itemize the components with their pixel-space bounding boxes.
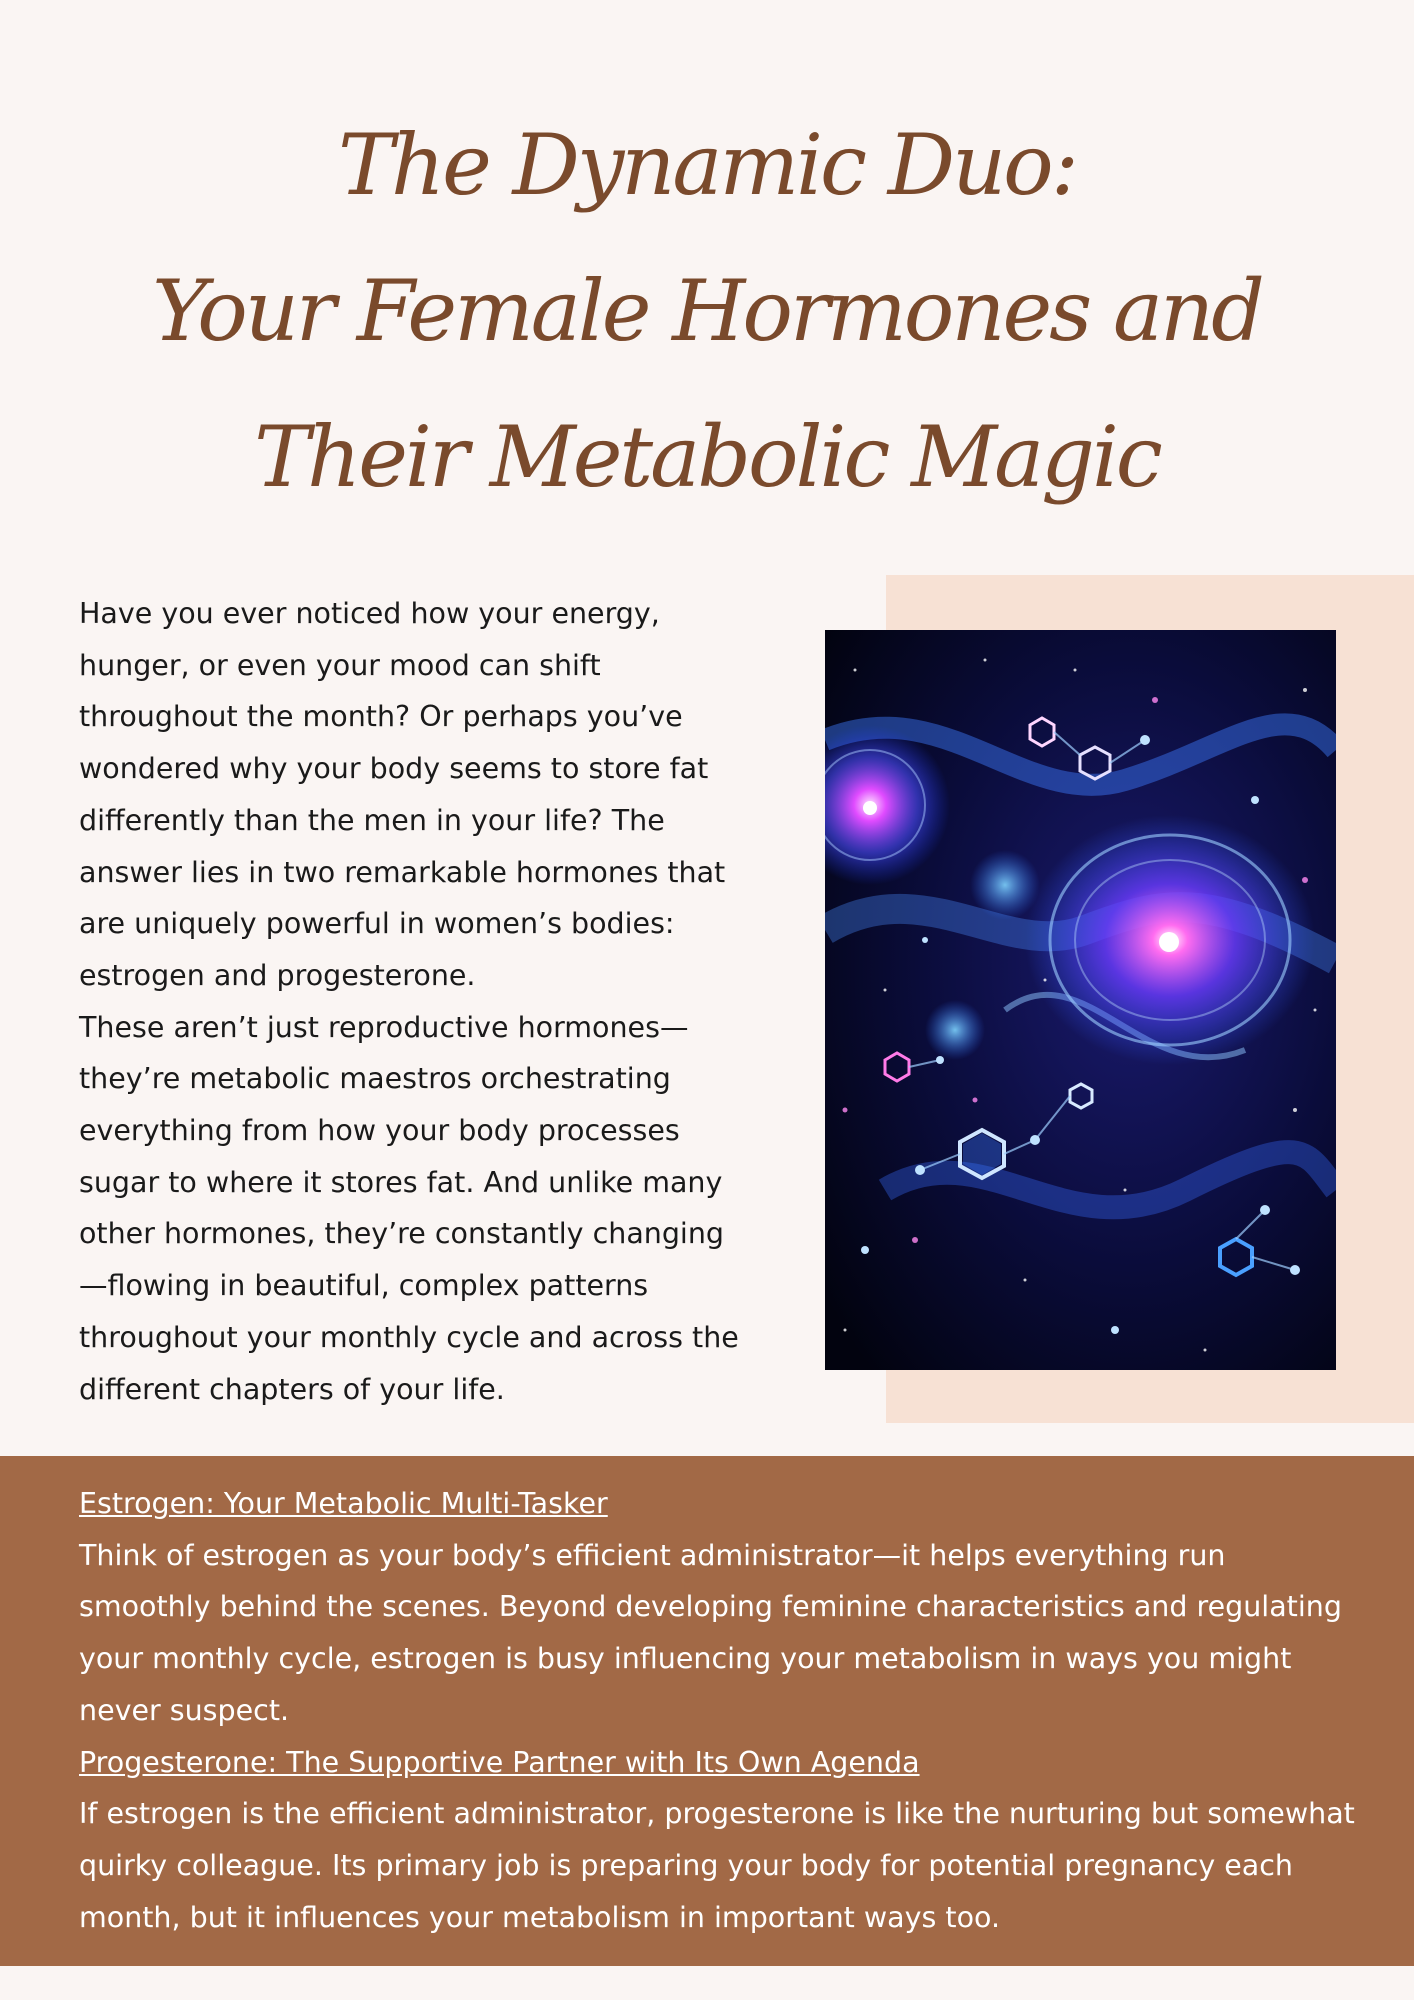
- title-line-1: The Dynamic Duo:: [337, 116, 1077, 214]
- page-title: [0, 92, 1414, 530]
- intro-text: [79, 588, 739, 1415]
- progesterone-body: If estrogen is the efficient administrator, progesterone is like the nurturing but somewhat quirky colleague. Its primary job is preparing your body for potential pregnancy each month, but it influences your metabolism in important ways too.: [79, 1797, 1355, 1934]
- estrogen-heading: Estrogen: Your Metabolic Multi-Tasker: [79, 1487, 608, 1520]
- hormone-illustration: [825, 630, 1336, 1370]
- intro-paragraph-1: Have you ever noticed how your energy, hunger, or even your mood can shift throughout the month? Or perhaps you’ve wondered why your body seems to store fat differently than the men in your life? The answer lies in two remarkable hormones that are uniquely powerful in women’s bodies: estrogen and progesterone.: [79, 597, 726, 992]
- hormone-sections: [79, 1478, 1359, 1943]
- progesterone-heading: Progesterone: The Supportive Partner with Its Own Agenda: [79, 1745, 920, 1779]
- intro-paragraph-2: These aren’t just reproductive hormones—they’re metabolic maestros orchestrating everything from how your body processes sugar to where it stores fat. And unlike many other hormones, they’re constantly changing—flowing in beautiful, complex patterns throughout your monthly cycle and across the different chapters of your life.: [79, 1010, 739, 1406]
- estrogen-body: Think of estrogen as your body’s efficient administrator—it helps everything run smoothly behind the scenes. Beyond developing feminine characteristics and regulating your monthly cycle, estrogen is busy influencing your metabolism in ways you might never suspect.: [79, 1538, 1342, 1727]
- title-line-3: Their Metabolic Magic: [254, 408, 1160, 506]
- title-line-2: Your Female Hormones and: [152, 262, 1262, 360]
